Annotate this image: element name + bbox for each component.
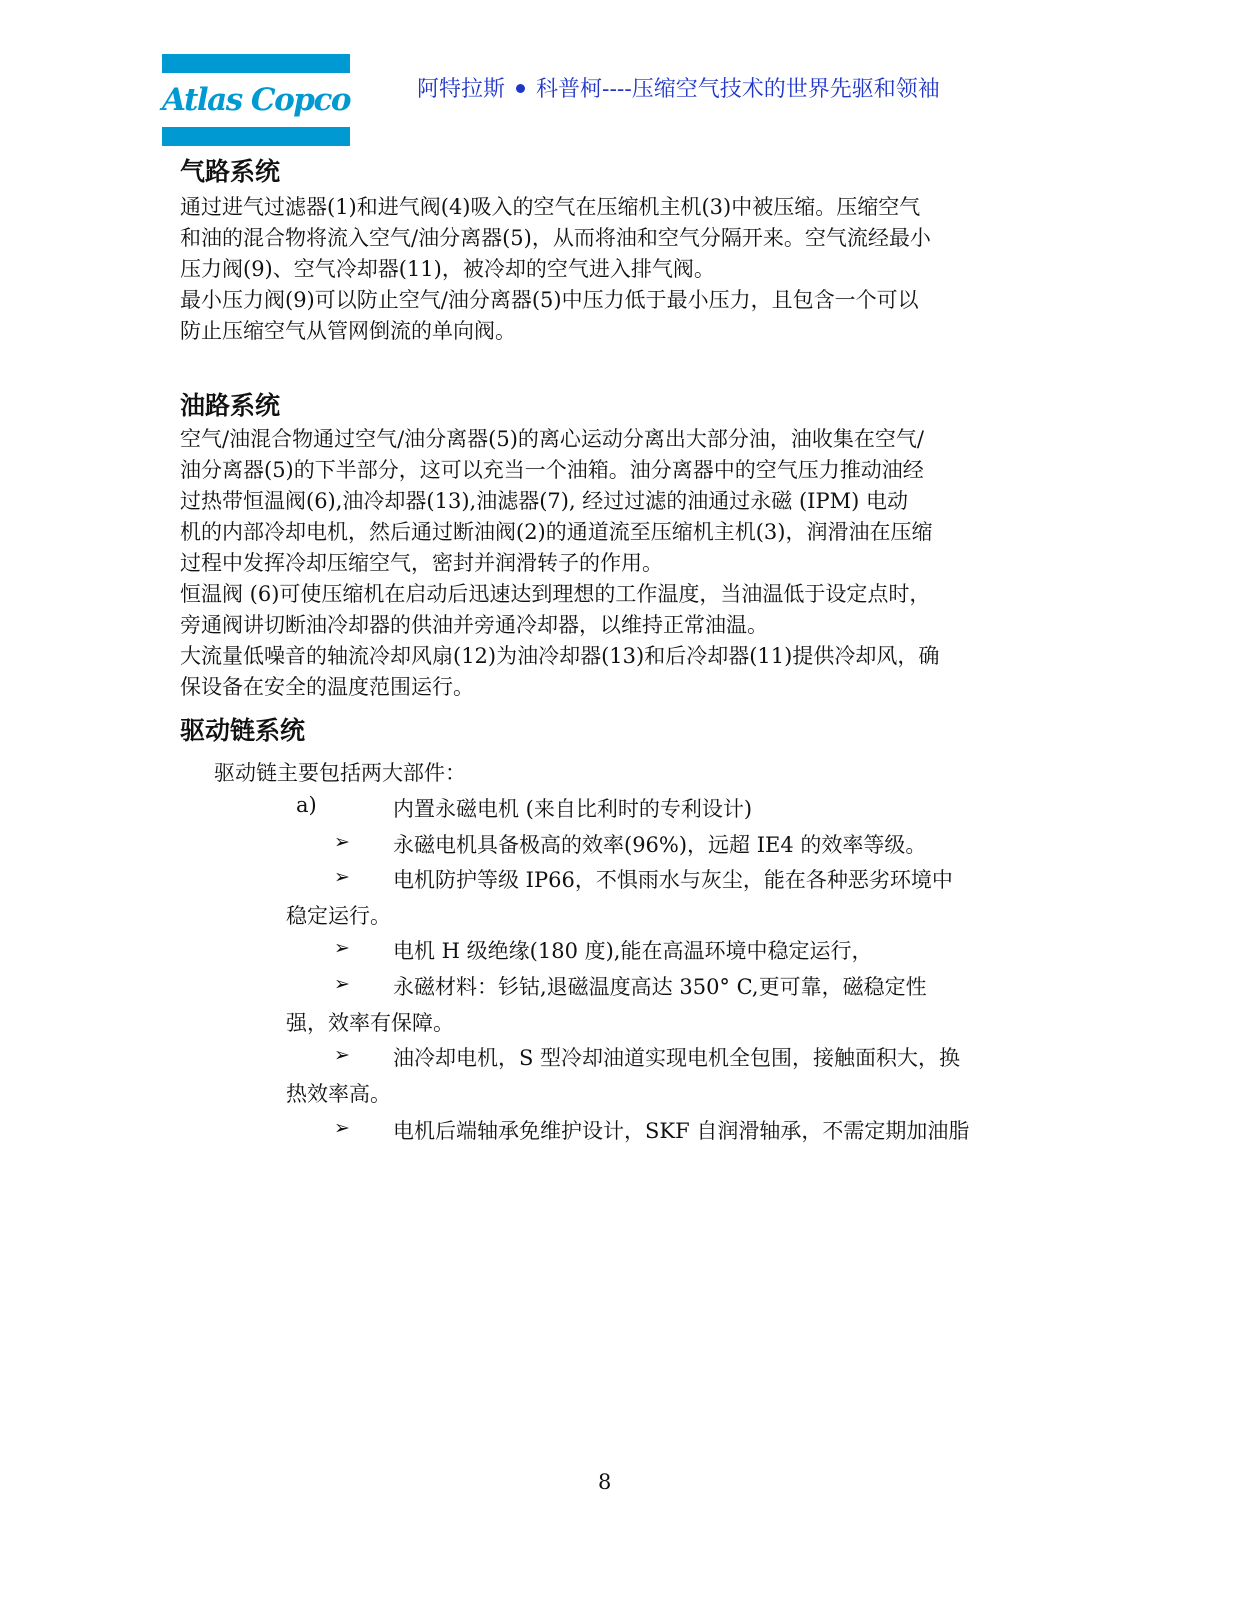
header-tagline [417, 72, 940, 103]
text-line: 旁通阀讲切断油冷却器的供油并旁通冷却器，以维持正常油温。 [180, 613, 768, 637]
text-line: 压力阀(9)、空气冷却器(11)，被冷却的空气进入排气阀。 [180, 257, 715, 281]
oil-system-paragraph [180, 424, 939, 703]
bullet-text: 电机防护等级 IP66，不惧雨水与灰尘，能在各种恶劣环境中 [393, 868, 953, 892]
text-line: 恒温阀 (6)可使压缩机在启动后迅速达到理想的工作温度，当油温低于设定点时， [180, 582, 931, 606]
bullet-text: 永磁电机具备极高的效率(96%)，远超 IE4 的效率等级。 [393, 833, 927, 857]
bullet-text-continued: 热效率高。 [286, 1082, 391, 1106]
drive-system-heading: 驱动链系统 [180, 716, 306, 745]
bullet-text-continued: 强，效率有保障。 [286, 1011, 454, 1035]
arrow-bullet-icon: ➢ [334, 937, 350, 959]
text-line: 过热带恒温阀(6),油冷却器(13),油滤器(7), 经过过滤的油通过永磁 (IPM) 电动 [180, 489, 908, 513]
drive-intro: 驱动链主要包括两大部件： [214, 761, 466, 785]
item-title: 内置永磁电机 (来自比利时的专利设计) [393, 797, 753, 821]
logo-top-bar [162, 54, 350, 73]
tagline-right: 科普柯----压缩空气技术的世界先驱和领袖 [536, 77, 940, 102]
air-system-heading: 气路系统 [180, 157, 281, 186]
text-line: 机的内部冷却电机，然后通过断油阀(2)的通道流至压缩机主机(3)，润滑油在压缩 [180, 520, 933, 544]
air-system-paragraph [180, 192, 931, 347]
item-marker: a) [296, 793, 317, 817]
text-line: 防止压缩空气从管网倒流的单向阀。 [180, 319, 516, 343]
text-line: 最小压力阀(9)可以防止空气/油分离器(5)中压力低于最小压力，且包含一个可以 [180, 288, 919, 312]
arrow-bullet-icon: ➢ [334, 866, 350, 888]
text-line: 过程中发挥冷却压缩空气，密封并润滑转子的作用。 [180, 551, 663, 575]
arrow-bullet-icon: ➢ [334, 1117, 350, 1139]
text-line: 通过进气过滤器(1)和进气阀(4)吸入的空气在压缩机主机(3)中被压缩。压缩空气 [180, 195, 921, 219]
tagline-left: 阿特拉斯 [417, 77, 506, 102]
arrow-bullet-icon: ➢ [334, 1044, 350, 1066]
bullet-text: 电机 H 级绝缘(180 度),能在高温环境中稳定运行， [393, 939, 873, 963]
bullet-text-continued: 稳定运行。 [286, 904, 391, 928]
text-line: 和油的混合物将流入空气/油分离器(5)，从而将油和空气分隔开来。空气流经最小 [180, 226, 931, 250]
text-line: 空气/油混合物通过空气/油分离器(5)的离心运动分离出大部分油，油收集在空气/ [180, 427, 924, 451]
bullet-text: 电机后端轴承免维护设计，SKF 自润滑轴承，不需定期加油脂 [393, 1119, 970, 1143]
page-number: 8 [598, 1470, 612, 1494]
text-line: 油分离器(5)的下半部分，这可以充当一个油箱。油分离器中的空气压力推动油经 [180, 458, 924, 482]
atlas-copco-logo [162, 54, 350, 146]
logo-wordmark: Atlas Copco [162, 82, 351, 118]
text-line: 大流量低噪音的轴流冷却风扇(12)为油冷却器(13)和后冷却器(11)提供冷却风，确 [180, 644, 940, 668]
bullet-text: 永磁材料：钐钴,退磁温度高达 350° C,更可靠，磁稳定性 [393, 975, 927, 999]
logo-bottom-bar [162, 127, 350, 146]
arrow-bullet-icon: ➢ [334, 831, 350, 853]
bullet-text: 油冷却电机，S 型冷却油道实现电机全包围，接触面积大，换 [393, 1046, 961, 1070]
bullet-dot-icon [516, 84, 525, 93]
text-line: 保设备在安全的温度范围运行。 [180, 675, 474, 699]
oil-system-heading: 油路系统 [180, 391, 281, 420]
arrow-bullet-icon: ➢ [334, 973, 350, 995]
